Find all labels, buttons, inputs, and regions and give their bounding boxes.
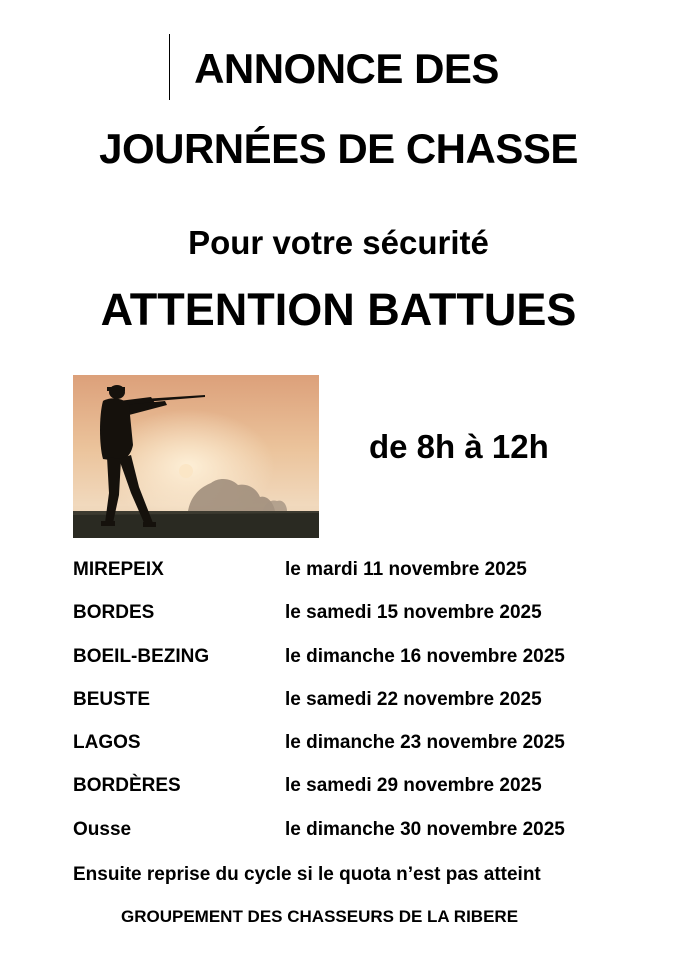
schedule-date: le samedi 15 novembre 2025 xyxy=(285,602,542,624)
schedule-row xyxy=(73,645,633,688)
schedule-row xyxy=(73,818,633,861)
quota-note: Ensuite reprise du cycle si le quota n’est pas atteint xyxy=(73,864,541,885)
schedule-town: BEUSTE xyxy=(73,688,151,710)
safety-subtitle: Pour votre sécurité xyxy=(188,224,489,261)
schedule-date: le mardi 11 novembre 2025 xyxy=(285,559,527,580)
schedule-date: le dimanche 30 novembre 2025 xyxy=(285,818,565,840)
hunt-hours: de 8h à 12h xyxy=(369,428,549,465)
organizer-footer: GROUPEMENT DES CHASSEURS DE LA RIBERE xyxy=(121,907,519,926)
page-title-line1: ANNONCE DES xyxy=(194,45,499,92)
schedule-town: BOEIL-BEZING xyxy=(73,645,210,667)
schedule-row xyxy=(73,601,633,644)
schedule-row xyxy=(73,558,633,601)
schedule-date: le dimanche 23 novembre 2025 xyxy=(285,732,565,754)
schedule-town: Ousse xyxy=(73,818,132,840)
schedule-town: BORDES xyxy=(73,602,155,624)
schedule-row xyxy=(73,688,633,731)
hunter-silhouette-image xyxy=(73,375,319,538)
schedule-date: le samedi 22 novembre 2025 xyxy=(285,688,542,710)
schedule-town: BORDÈRES xyxy=(73,775,181,797)
schedule-town: LAGOS xyxy=(73,732,141,754)
battues-warning: ATTENTION BATTUES xyxy=(100,284,577,335)
hunt-schedule xyxy=(73,558,633,861)
schedule-date: le dimanche 16 novembre 2025 xyxy=(285,645,565,667)
schedule-town: MIREPEIX xyxy=(73,559,164,580)
page-title-line2: JOURNÉES DE CHASSE xyxy=(99,125,578,172)
schedule-row xyxy=(73,774,633,817)
schedule-date: le samedi 29 novembre 2025 xyxy=(285,775,542,797)
schedule-row xyxy=(73,731,633,774)
